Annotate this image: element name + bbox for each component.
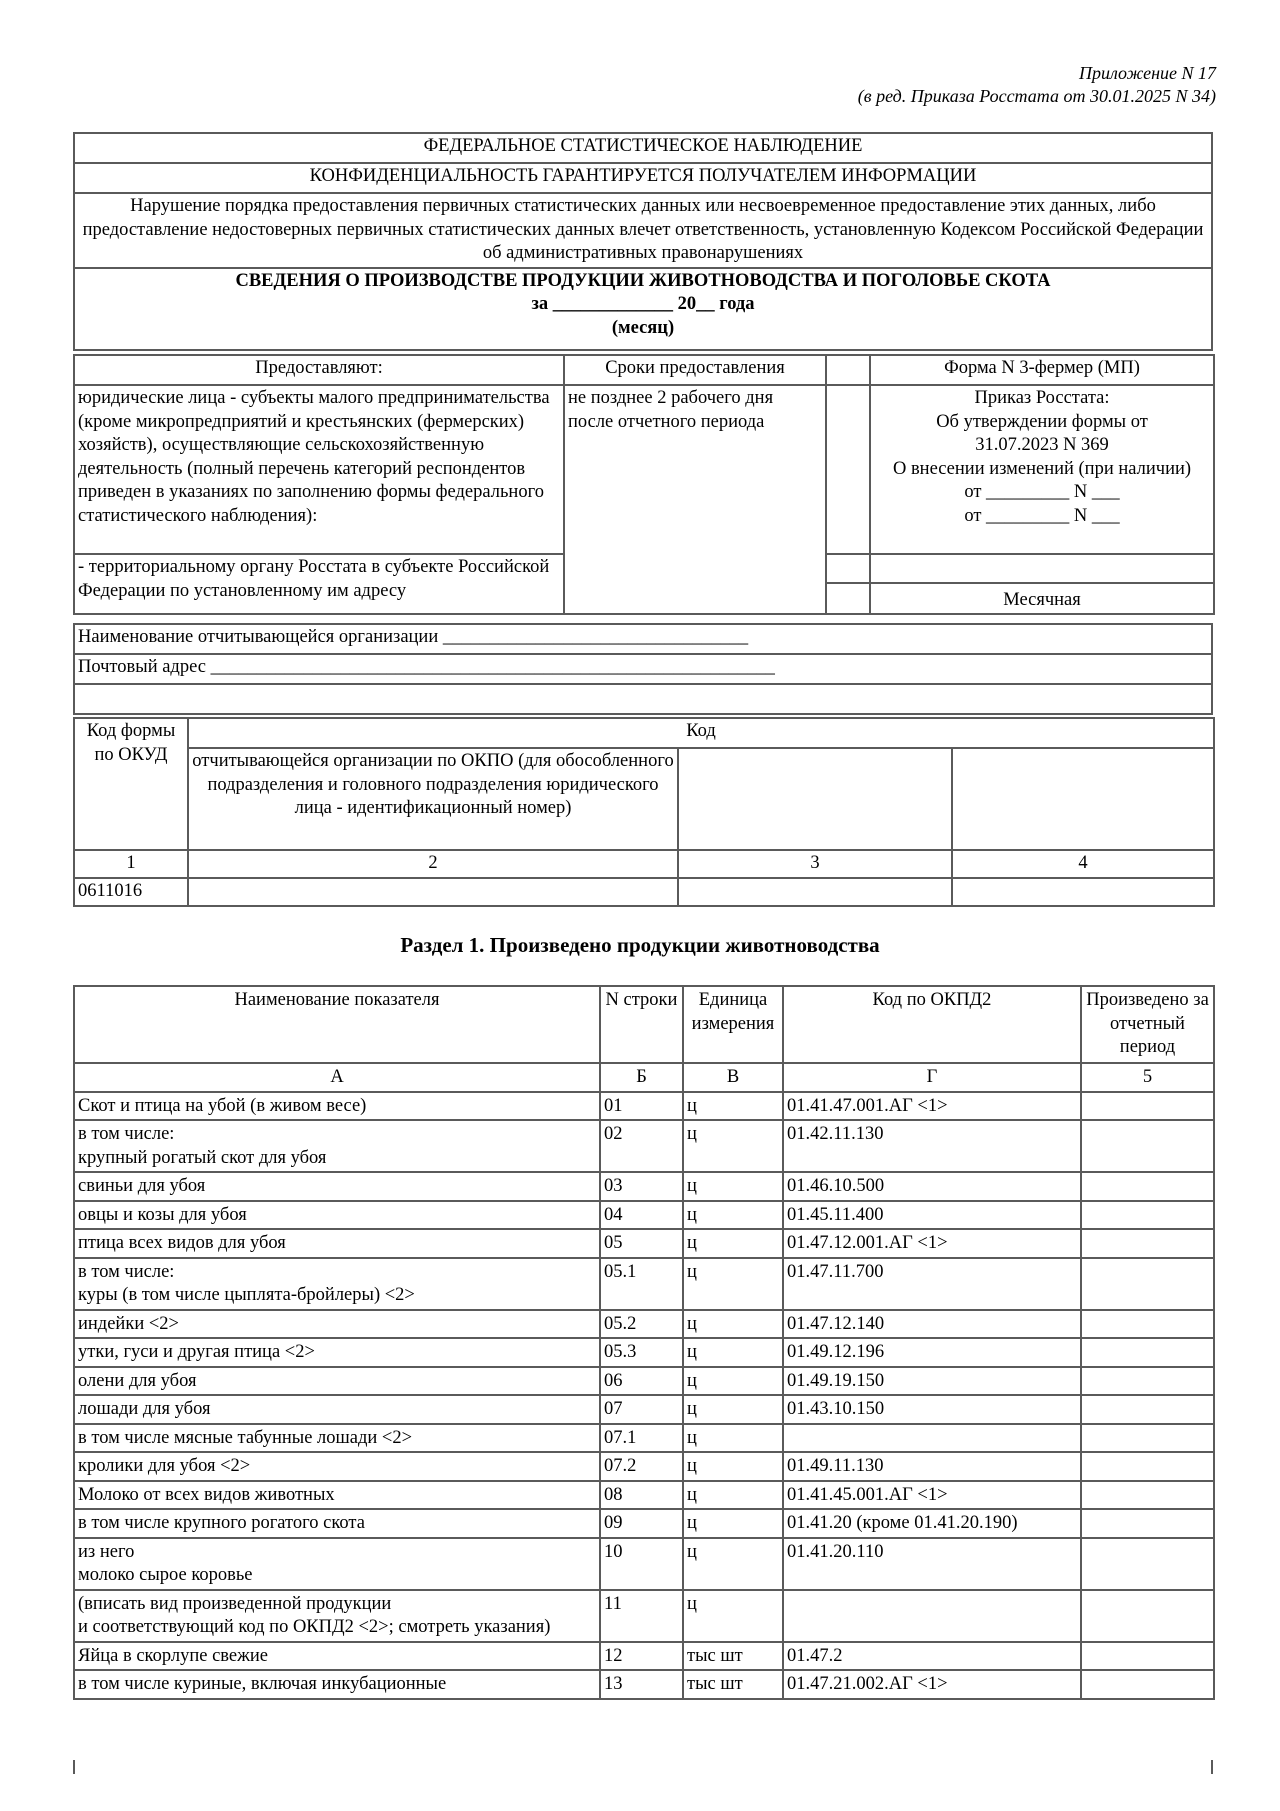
table-row bbox=[74, 1258, 1214, 1310]
row-unit: ц bbox=[683, 1509, 783, 1538]
row-unit: тыс шт bbox=[683, 1642, 783, 1671]
table-row bbox=[74, 1310, 1214, 1339]
row-okpd-code: 01.47.21.002.АГ <1> bbox=[783, 1670, 1081, 1699]
row-unit: тыс шт bbox=[683, 1670, 783, 1699]
row-produced-value[interactable] bbox=[1081, 1452, 1214, 1481]
row-unit: ц bbox=[683, 1424, 783, 1453]
column-number: 3 bbox=[678, 850, 952, 878]
row-okpd-code: 01.41.20.110 bbox=[783, 1538, 1081, 1590]
row-name: в том числе куриные, включая инкубационные bbox=[74, 1670, 600, 1699]
row-name: в том числе крупного рогатого скота bbox=[74, 1509, 600, 1538]
blank-cell bbox=[826, 554, 870, 583]
row-produced-value[interactable] bbox=[1081, 1310, 1214, 1339]
deadline-text: не позднее 2 рабочего дня после отчетного периода bbox=[564, 385, 826, 614]
section1-table bbox=[73, 985, 1215, 1700]
row-unit: ц bbox=[683, 1452, 783, 1481]
table-row bbox=[74, 1670, 1214, 1699]
row-number: 05.1 bbox=[600, 1258, 683, 1310]
organization-table bbox=[73, 623, 1213, 715]
row-okpd-code: 01.49.19.150 bbox=[783, 1367, 1081, 1396]
col-header-name: Наименование показателя bbox=[74, 986, 600, 1063]
row-number: 02 bbox=[600, 1120, 683, 1172]
header-table bbox=[73, 132, 1213, 351]
order-line: 31.07.2023 N 369 bbox=[975, 435, 1109, 455]
row-unit: ц bbox=[683, 1201, 783, 1230]
row-number: 01 bbox=[600, 1092, 683, 1121]
row-number: 11 bbox=[600, 1590, 683, 1642]
table-row bbox=[74, 1590, 1214, 1642]
row-number: 09 bbox=[600, 1509, 683, 1538]
row-number: 07.1 bbox=[600, 1424, 683, 1453]
col-letter: Б bbox=[600, 1063, 683, 1092]
blank-cell bbox=[678, 748, 952, 850]
appendix-revision: (в ред. Приказа Росстата от 30.01.2025 N 34) bbox=[857, 86, 1216, 106]
order-line: от _________ N ___ bbox=[964, 482, 1120, 502]
row-produced-value[interactable] bbox=[1081, 1258, 1214, 1310]
row-produced-value[interactable] bbox=[1081, 1338, 1214, 1367]
row-number: 12 bbox=[600, 1642, 683, 1671]
row-okpd-code: 01.49.11.130 bbox=[783, 1452, 1081, 1481]
row-okpd-code: 01.46.10.500 bbox=[783, 1172, 1081, 1201]
blank-row bbox=[74, 684, 1212, 714]
row-produced-value[interactable] bbox=[1081, 1201, 1214, 1230]
row-name: из него молоко сырое коровье bbox=[74, 1538, 600, 1590]
recipient-text: - территориальному органу Росстата в субъекте Российской Федерации по установленному им адресу bbox=[74, 554, 564, 614]
row-unit: ц bbox=[683, 1229, 783, 1258]
form-title: СВЕДЕНИЯ О ПРОИЗВОДСТВЕ ПРОДУКЦИИ ЖИВОТНОВОДСТВА И ПОГОЛОВЬЕ СКОТА bbox=[235, 270, 1051, 291]
table-row bbox=[74, 1229, 1214, 1258]
row-okpd-code: 01.42.11.130 bbox=[783, 1120, 1081, 1172]
row-produced-value[interactable] bbox=[1081, 1670, 1214, 1699]
code-field[interactable] bbox=[678, 878, 952, 906]
col-letter: В bbox=[683, 1063, 783, 1092]
order-line: от _________ N ___ bbox=[964, 505, 1120, 526]
col-header-unit: Единица измерения bbox=[683, 986, 783, 1063]
table-continuation-mark bbox=[1211, 1760, 1213, 1774]
col-header-produced: Произведено за отчетный период bbox=[1081, 986, 1214, 1063]
order-line: О внесении изменений (при наличии) bbox=[892, 458, 1192, 479]
row-name: (вписать вид произведенной продукции и соответствующий код по ОКПД2 <2>; смотреть указания) bbox=[74, 1590, 600, 1642]
row-produced-value[interactable] bbox=[1081, 1481, 1214, 1510]
row-produced-value[interactable] bbox=[1081, 1395, 1214, 1424]
table-row bbox=[74, 1642, 1214, 1671]
row-name: птица всех видов для убоя bbox=[74, 1229, 600, 1258]
confidentiality-label: КОНФИДЕНЦИАЛЬНОСТЬ ГАРАНТИРУЕТСЯ ПОЛУЧАТЕЛЕМ ИНФОРМАЦИИ bbox=[74, 163, 1212, 193]
column-number: 1 bbox=[74, 850, 188, 878]
row-unit: ц bbox=[683, 1481, 783, 1510]
blank-cell bbox=[870, 554, 1214, 583]
col-letter: А bbox=[74, 1063, 600, 1092]
row-number: 10 bbox=[600, 1538, 683, 1590]
row-okpd-code: 01.41.20 (кроме 01.41.20.190) bbox=[783, 1509, 1081, 1538]
okpo-code-field[interactable] bbox=[188, 878, 678, 906]
row-produced-value[interactable] bbox=[1081, 1538, 1214, 1590]
deadline-header: Сроки предоставления bbox=[564, 355, 826, 385]
row-produced-value[interactable] bbox=[1081, 1509, 1214, 1538]
blank-cell bbox=[952, 748, 1214, 850]
row-number: 04 bbox=[600, 1201, 683, 1230]
column-number: 2 bbox=[188, 850, 678, 878]
row-okpd-code: 01.49.12.196 bbox=[783, 1338, 1081, 1367]
row-name: индейки <2> bbox=[74, 1310, 600, 1339]
column-number: 4 bbox=[952, 850, 1214, 878]
submitters-description: юридические лица - субъекты малого предпринимательства (кроме микропредприятий и крестьянских (фермерских) хозяйств), осуществляющие сельскохозяйственную деятельность (полный перечень категорий респондентов приведен в указаниях по заполнению формы федерального статистического наблюдения): bbox=[74, 385, 564, 554]
row-okpd-code bbox=[783, 1424, 1081, 1453]
order-info bbox=[870, 385, 1214, 554]
row-produced-value[interactable] bbox=[1081, 1642, 1214, 1671]
row-number: 07.2 bbox=[600, 1452, 683, 1481]
table-row bbox=[74, 1120, 1214, 1172]
form-number-header: Форма N 3-фермер (МП) bbox=[870, 355, 1214, 385]
liability-notice: Нарушение порядка предоставления первичных статистических данных или несвоевременное предоставление этих данных, либо предоставление недостоверных первичных статистических данных влечет ответственность, установленную Кодексом Российской Федерации об административных правонарушениях bbox=[74, 193, 1212, 268]
row-name: в том числе мясные табунные лошади <2> bbox=[74, 1424, 600, 1453]
row-number: 05.2 bbox=[600, 1310, 683, 1339]
federal-observation-label: ФЕДЕРАЛЬНОЕ СТАТИСТИЧЕСКОЕ НАБЛЮДЕНИЕ bbox=[74, 133, 1212, 163]
okud-code: 0611016 bbox=[74, 878, 188, 906]
col-letter: 5 bbox=[1081, 1063, 1214, 1092]
okud-header: Код формы по ОКУД bbox=[74, 718, 188, 850]
row-okpd-code: 01.47.11.700 bbox=[783, 1258, 1081, 1310]
row-produced-value[interactable] bbox=[1081, 1229, 1214, 1258]
col-header-row-number: N строки bbox=[600, 986, 683, 1063]
row-name: Скот и птица на убой (в живом весе) bbox=[74, 1092, 600, 1121]
col-letter: Г bbox=[783, 1063, 1081, 1092]
row-name: Яйца в скорлупе свежие bbox=[74, 1642, 600, 1671]
table-row bbox=[74, 1092, 1214, 1121]
table-row bbox=[74, 1172, 1214, 1201]
row-number: 06 bbox=[600, 1367, 683, 1396]
row-unit: ц bbox=[683, 1338, 783, 1367]
row-name: овцы и козы для убоя bbox=[74, 1201, 600, 1230]
appendix-number: Приложение N 17 bbox=[1078, 63, 1216, 83]
form-title-block bbox=[74, 268, 1212, 350]
report-period-note: (месяц) bbox=[611, 317, 675, 338]
blank-cell bbox=[826, 385, 870, 554]
row-unit: ц bbox=[683, 1258, 783, 1310]
row-name: олени для убоя bbox=[74, 1367, 600, 1396]
row-produced-value[interactable] bbox=[1081, 1092, 1214, 1121]
row-number: 03 bbox=[600, 1172, 683, 1201]
postal-address-field[interactable]: Почтовый адрес _____________________________________________________________ bbox=[74, 654, 1212, 684]
row-unit: ц bbox=[683, 1395, 783, 1424]
row-produced-value[interactable] bbox=[1081, 1120, 1214, 1172]
row-name: кролики для убоя <2> bbox=[74, 1452, 600, 1481]
row-number: 08 bbox=[600, 1481, 683, 1510]
report-period: за _____________ 20__ года bbox=[531, 294, 755, 314]
row-unit: ц bbox=[683, 1367, 783, 1396]
blank-cell bbox=[826, 355, 870, 385]
order-line: Об утверждении формы от bbox=[936, 411, 1148, 432]
col-header-okpd: Код по ОКПД2 bbox=[783, 986, 1081, 1063]
table-row bbox=[74, 1367, 1214, 1396]
table-row bbox=[74, 1424, 1214, 1453]
organization-name-field[interactable]: Наименование отчитывающейся организации _________________________________ bbox=[74, 624, 1212, 654]
row-name: утки, гуси и другая птица <2> bbox=[74, 1338, 600, 1367]
row-number: 13 bbox=[600, 1670, 683, 1699]
row-okpd-code: 01.47.12.001.АГ <1> bbox=[783, 1229, 1081, 1258]
submitters-header: Предоставляют: bbox=[74, 355, 564, 385]
row-unit: ц bbox=[683, 1092, 783, 1121]
row-unit: ц bbox=[683, 1538, 783, 1590]
codes-table bbox=[73, 717, 1215, 907]
row-unit: ц bbox=[683, 1172, 783, 1201]
submission-table bbox=[73, 354, 1215, 615]
row-unit: ц bbox=[683, 1590, 783, 1642]
row-number: 05.3 bbox=[600, 1338, 683, 1367]
row-produced-value[interactable] bbox=[1081, 1590, 1214, 1642]
table-continuation-mark bbox=[73, 1760, 75, 1774]
row-name: лошади для убоя bbox=[74, 1395, 600, 1424]
table-row bbox=[74, 1481, 1214, 1510]
appendix-note bbox=[858, 62, 1216, 108]
row-name: в том числе: куры (в том числе цыплята-бройлеры) <2> bbox=[74, 1258, 600, 1310]
row-name: в том числе: крупный рогатый скот для убоя bbox=[74, 1120, 600, 1172]
row-produced-value[interactable] bbox=[1081, 1424, 1214, 1453]
row-okpd-code: 01.47.12.140 bbox=[783, 1310, 1081, 1339]
row-unit: ц bbox=[683, 1120, 783, 1172]
row-okpd-code: 01.43.10.150 bbox=[783, 1395, 1081, 1424]
row-name: Молоко от всех видов животных bbox=[74, 1481, 600, 1510]
table-row bbox=[74, 1538, 1214, 1590]
table-row bbox=[74, 1452, 1214, 1481]
periodicity: Месячная bbox=[870, 583, 1214, 614]
table-row bbox=[74, 1509, 1214, 1538]
row-name: свиньи для убоя bbox=[74, 1172, 600, 1201]
row-produced-value[interactable] bbox=[1081, 1172, 1214, 1201]
code-field[interactable] bbox=[952, 878, 1214, 906]
row-number: 05 bbox=[600, 1229, 683, 1258]
table-row bbox=[74, 1338, 1214, 1367]
row-okpd-code: 01.41.45.001.АГ <1> bbox=[783, 1481, 1081, 1510]
code-header: Код bbox=[188, 718, 1214, 748]
row-okpd-code: 01.41.47.001.АГ <1> bbox=[783, 1092, 1081, 1121]
section-title: Раздел 1. Произведено продукции животноводства bbox=[400, 933, 880, 957]
blank-cell bbox=[826, 583, 870, 614]
row-produced-value[interactable] bbox=[1081, 1367, 1214, 1396]
row-okpd-code: 01.45.11.400 bbox=[783, 1201, 1081, 1230]
row-number: 07 bbox=[600, 1395, 683, 1424]
okpo-header: отчитывающейся организации по ОКПО (для обособленного подразделения и головного подразделения юридического лица - идентификационный номер) bbox=[188, 748, 678, 850]
row-unit: ц bbox=[683, 1310, 783, 1339]
row-okpd-code bbox=[783, 1590, 1081, 1642]
row-okpd-code: 01.47.2 bbox=[783, 1642, 1081, 1671]
table-row bbox=[74, 1201, 1214, 1230]
order-line: Приказ Росстата: bbox=[974, 388, 1110, 408]
table-row bbox=[74, 1395, 1214, 1424]
